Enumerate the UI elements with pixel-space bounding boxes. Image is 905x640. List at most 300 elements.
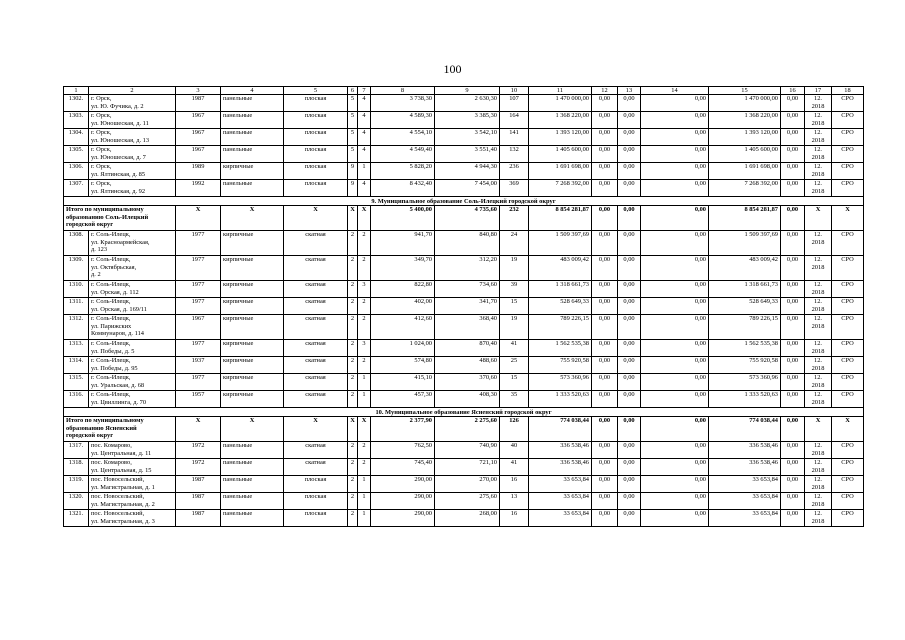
row-number: 1307. bbox=[64, 180, 89, 197]
budget-value: 0,00 bbox=[641, 510, 709, 527]
table-row bbox=[64, 180, 864, 197]
residents-count: 15 bbox=[500, 374, 529, 391]
budget-value: 0,00 bbox=[641, 112, 709, 129]
repair-method: СРО bbox=[832, 256, 864, 281]
column-number: 11 bbox=[529, 87, 592, 95]
budget-value: 0,00 bbox=[641, 357, 709, 374]
repair-cost: 33 653,84 bbox=[529, 510, 592, 527]
living-area: 368,40 bbox=[435, 315, 500, 340]
living-area: 408,30 bbox=[435, 391, 500, 408]
wall-material: кирпичные bbox=[221, 298, 284, 315]
owners-fund-value: 33 653,84 bbox=[709, 493, 781, 510]
repair-cost: 336 538,46 bbox=[529, 459, 592, 476]
roof-type: плоская bbox=[284, 163, 348, 180]
roof-type: скатная bbox=[284, 298, 348, 315]
living-area: 870,40 bbox=[435, 340, 500, 357]
budget-value: 0,00 bbox=[781, 493, 805, 510]
table-row bbox=[64, 298, 864, 315]
roof-type: скатная bbox=[284, 374, 348, 391]
address: г. Соль-Илецк, ул. Орская, д. 169/11 bbox=[89, 298, 176, 315]
owners-fund-value: 528 649,33 bbox=[709, 298, 781, 315]
repair-cost: 1 470 000,00 bbox=[529, 95, 592, 112]
total-area: 822,80 bbox=[371, 281, 435, 298]
repair-cost: 33 653,84 bbox=[529, 476, 592, 493]
total-x: X bbox=[805, 206, 832, 231]
roof-type: плоская bbox=[284, 146, 348, 163]
column-number: 5 bbox=[284, 87, 348, 95]
repair-method: СРО bbox=[832, 315, 864, 340]
repair-cost: 573 360,96 bbox=[529, 374, 592, 391]
roof-type: плоская bbox=[284, 95, 348, 112]
year-built: 1957 bbox=[176, 391, 221, 408]
total-area: 290,00 bbox=[371, 476, 435, 493]
residents-count: 164 bbox=[500, 112, 529, 129]
budget-value: 0,00 bbox=[641, 231, 709, 256]
budget-value: 0,00 bbox=[618, 374, 641, 391]
repair-method: СРО bbox=[832, 493, 864, 510]
row-number: 1319. bbox=[64, 476, 89, 493]
completion-date: 12. 2018 bbox=[805, 298, 832, 315]
address: г. Орск, ул. Юношеская, д. 11 bbox=[89, 112, 176, 129]
roof-type: скатная bbox=[284, 357, 348, 374]
repair-method: СРО bbox=[832, 163, 864, 180]
total-value: 0,00 bbox=[781, 417, 805, 442]
repair-cost: 755 920,58 bbox=[529, 357, 592, 374]
year-built: 1977 bbox=[176, 298, 221, 315]
budget-value: 0,00 bbox=[592, 231, 618, 256]
address: г. Соль-Илецк, ул. Победы, д. 95 bbox=[89, 357, 176, 374]
owners-fund-value: 789 226,15 bbox=[709, 315, 781, 340]
total-area: 457,30 bbox=[371, 391, 435, 408]
budget-value: 0,00 bbox=[641, 442, 709, 459]
row-number: 1317. bbox=[64, 442, 89, 459]
roof-type: плоская bbox=[284, 180, 348, 197]
budget-value: 0,00 bbox=[641, 374, 709, 391]
roof-type: плоская bbox=[284, 510, 348, 527]
completion-date: 12. 2018 bbox=[805, 281, 832, 298]
year-built: 1987 bbox=[176, 510, 221, 527]
budget-value: 0,00 bbox=[641, 476, 709, 493]
address: пос. Новосельский, ул. Магистральная, д. 3 bbox=[89, 510, 176, 527]
total-value: 0,00 bbox=[618, 417, 641, 442]
total-x: X bbox=[284, 206, 348, 231]
living-area: 740,90 bbox=[435, 442, 500, 459]
completion-date: 12. 2018 bbox=[805, 442, 832, 459]
owners-fund-value: 1 562 535,38 bbox=[709, 340, 781, 357]
residents-count: 16 bbox=[500, 476, 529, 493]
budget-value: 0,00 bbox=[592, 493, 618, 510]
budget-value: 0,00 bbox=[781, 510, 805, 527]
owners-fund-value: 483 009,42 bbox=[709, 256, 781, 281]
entrances-count: 2 bbox=[358, 442, 371, 459]
wall-material: панельные bbox=[221, 493, 284, 510]
address: г. Орск, ул. Юношеская, д. 13 bbox=[89, 129, 176, 146]
repair-method: СРО bbox=[832, 510, 864, 527]
wall-material: кирпичные bbox=[221, 315, 284, 340]
budget-value: 0,00 bbox=[592, 95, 618, 112]
entrances-count: 4 bbox=[358, 129, 371, 146]
budget-value: 0,00 bbox=[618, 281, 641, 298]
repair-method: СРО bbox=[832, 95, 864, 112]
budget-value: 0,00 bbox=[641, 298, 709, 315]
budget-value: 0,00 bbox=[781, 459, 805, 476]
repair-method: СРО bbox=[832, 146, 864, 163]
entrances-count: 1 bbox=[358, 163, 371, 180]
column-number: 16 bbox=[781, 87, 805, 95]
total-x: X bbox=[348, 206, 358, 231]
roof-type: плоская bbox=[284, 476, 348, 493]
year-built: 1992 bbox=[176, 180, 221, 197]
yasny-rows bbox=[64, 442, 864, 527]
budget-value: 0,00 bbox=[781, 340, 805, 357]
repair-method: СРО bbox=[832, 281, 864, 298]
completion-date: 12. 2018 bbox=[805, 256, 832, 281]
budget-value: 0,00 bbox=[641, 391, 709, 408]
repair-method: СРО bbox=[832, 442, 864, 459]
year-built: 1977 bbox=[176, 374, 221, 391]
column-number: 9 bbox=[435, 87, 500, 95]
entrances-count: 4 bbox=[358, 146, 371, 163]
section-heading: 10. Муниципальное образование Ясненский городской округ bbox=[64, 408, 864, 417]
table-row bbox=[64, 129, 864, 146]
repair-method: СРО bbox=[832, 298, 864, 315]
address: пос. Комарово, ул. Центральная, д. 15 bbox=[89, 459, 176, 476]
owners-fund-value: 1 405 600,00 bbox=[709, 146, 781, 163]
floors-count: 2 bbox=[348, 298, 358, 315]
total-cost-fund: 8 854 281,87 bbox=[709, 206, 781, 231]
total-cost: 8 854 281,87 bbox=[529, 206, 592, 231]
total-area: 3 738,30 bbox=[371, 95, 435, 112]
total-area: 574,80 bbox=[371, 357, 435, 374]
total-area: 4 554,10 bbox=[371, 129, 435, 146]
completion-date: 12. 2018 bbox=[805, 374, 832, 391]
table-row bbox=[64, 281, 864, 298]
column-number: 17 bbox=[805, 87, 832, 95]
completion-date: 12. 2018 bbox=[805, 315, 832, 340]
repair-method: СРО bbox=[832, 357, 864, 374]
budget-value: 0,00 bbox=[618, 180, 641, 197]
floors-count: 5 bbox=[348, 112, 358, 129]
row-number: 1309. bbox=[64, 256, 89, 281]
living-area: 312,20 bbox=[435, 256, 500, 281]
total-living-area: 2 275,60 bbox=[435, 417, 500, 442]
total-label: Итого по муниципальному образованию Соль-Илецкий городской округ bbox=[64, 206, 176, 231]
living-area: 3 385,30 bbox=[435, 112, 500, 129]
wall-material: панельные bbox=[221, 442, 284, 459]
completion-date: 12. 2018 bbox=[805, 391, 832, 408]
owners-fund-value: 33 653,84 bbox=[709, 510, 781, 527]
year-built: 1977 bbox=[176, 231, 221, 256]
repair-cost: 1 509 397,69 bbox=[529, 231, 592, 256]
address: г. Соль-Илецк, ул. Красноармейская, д. 123 bbox=[89, 231, 176, 256]
row-number: 1304. bbox=[64, 129, 89, 146]
total-area: 402,00 bbox=[371, 298, 435, 315]
repair-cost: 1 562 535,38 bbox=[529, 340, 592, 357]
budget-value: 0,00 bbox=[618, 112, 641, 129]
living-area: 734,60 bbox=[435, 281, 500, 298]
completion-date: 12. 2018 bbox=[805, 459, 832, 476]
residents-count: 24 bbox=[500, 231, 529, 256]
row-number: 1310. bbox=[64, 281, 89, 298]
wall-material: кирпичные bbox=[221, 163, 284, 180]
budget-value: 0,00 bbox=[641, 493, 709, 510]
budget-value: 0,00 bbox=[781, 129, 805, 146]
year-built: 1987 bbox=[176, 95, 221, 112]
table-row bbox=[64, 340, 864, 357]
floors-count: 2 bbox=[348, 442, 358, 459]
owners-fund-value: 1 333 520,63 bbox=[709, 391, 781, 408]
residents-count: 39 bbox=[500, 281, 529, 298]
living-area: 3 542,10 bbox=[435, 129, 500, 146]
total-area: 8 432,40 bbox=[371, 180, 435, 197]
table-row bbox=[64, 493, 864, 510]
total-area: 4 549,40 bbox=[371, 146, 435, 163]
total-value: 0,00 bbox=[592, 417, 618, 442]
budget-value: 0,00 bbox=[618, 129, 641, 146]
entrances-count: 2 bbox=[358, 298, 371, 315]
floors-count: 5 bbox=[348, 129, 358, 146]
residents-count: 141 bbox=[500, 129, 529, 146]
residents-count: 236 bbox=[500, 163, 529, 180]
owners-fund-value: 573 360,96 bbox=[709, 374, 781, 391]
year-built: 1977 bbox=[176, 256, 221, 281]
budget-value: 0,00 bbox=[618, 256, 641, 281]
row-number: 1302. bbox=[64, 95, 89, 112]
budget-value: 0,00 bbox=[641, 315, 709, 340]
floors-count: 9 bbox=[348, 180, 358, 197]
repair-cost: 1 368 220,00 bbox=[529, 112, 592, 129]
budget-value: 0,00 bbox=[618, 459, 641, 476]
total-living-area: 4 735,60 bbox=[435, 206, 500, 231]
budget-value: 0,00 bbox=[618, 340, 641, 357]
address: г. Орск, ул. Юношеская, д. 7 bbox=[89, 146, 176, 163]
residents-count: 369 bbox=[500, 180, 529, 197]
year-built: 1987 bbox=[176, 493, 221, 510]
repair-method: СРО bbox=[832, 129, 864, 146]
budget-value: 0,00 bbox=[781, 298, 805, 315]
living-area: 270,00 bbox=[435, 476, 500, 493]
total-area: 762,50 bbox=[371, 442, 435, 459]
year-built: 1989 bbox=[176, 163, 221, 180]
budget-value: 0,00 bbox=[781, 357, 805, 374]
budget-value: 0,00 bbox=[781, 442, 805, 459]
section-heading: 9. Муниципальное образование Соль-Илецкий городской округ bbox=[64, 197, 864, 206]
owners-fund-value: 1 509 397,69 bbox=[709, 231, 781, 256]
budget-value: 0,00 bbox=[641, 281, 709, 298]
roof-type: плоская bbox=[284, 493, 348, 510]
row-number: 1316. bbox=[64, 391, 89, 408]
owners-fund-value: 755 920,58 bbox=[709, 357, 781, 374]
budget-value: 0,00 bbox=[592, 459, 618, 476]
repair-cost: 528 649,33 bbox=[529, 298, 592, 315]
column-number: 6 bbox=[348, 87, 358, 95]
budget-value: 0,00 bbox=[781, 315, 805, 340]
sol-iletsk-rows bbox=[64, 231, 864, 408]
total-value: 0,00 bbox=[641, 206, 709, 231]
budget-value: 0,00 bbox=[592, 510, 618, 527]
entrances-count: 1 bbox=[358, 391, 371, 408]
year-built: 1987 bbox=[176, 476, 221, 493]
column-number: 13 bbox=[618, 87, 641, 95]
repair-cost: 1 333 520,63 bbox=[529, 391, 592, 408]
budget-value: 0,00 bbox=[592, 442, 618, 459]
floors-count: 2 bbox=[348, 493, 358, 510]
budget-value: 0,00 bbox=[641, 129, 709, 146]
budget-value: 0,00 bbox=[781, 281, 805, 298]
budget-value: 0,00 bbox=[781, 95, 805, 112]
address: г. Соль-Илецк, ул. Цвиллинга, д. 70 bbox=[89, 391, 176, 408]
address: пос. Комарово, ул. Центральная, д. 11 bbox=[89, 442, 176, 459]
budget-value: 0,00 bbox=[592, 315, 618, 340]
budget-value: 0,00 bbox=[781, 112, 805, 129]
repair-method: СРО bbox=[832, 391, 864, 408]
completion-date: 12. 2018 bbox=[805, 163, 832, 180]
roof-type: скатная bbox=[284, 391, 348, 408]
wall-material: кирпичные bbox=[221, 340, 284, 357]
year-built: 1972 bbox=[176, 442, 221, 459]
floors-count: 5 bbox=[348, 146, 358, 163]
column-number: 18 bbox=[832, 87, 864, 95]
wall-material: кирпичные bbox=[221, 231, 284, 256]
residents-count: 132 bbox=[500, 146, 529, 163]
wall-material: панельные bbox=[221, 476, 284, 493]
column-number: 14 bbox=[641, 87, 709, 95]
table-row bbox=[64, 95, 864, 112]
total-x: X bbox=[284, 417, 348, 442]
total-cost: 774 038,44 bbox=[529, 417, 592, 442]
table-row bbox=[64, 315, 864, 340]
year-built: 1967 bbox=[176, 146, 221, 163]
total-x: X bbox=[358, 417, 371, 442]
row-number: 1313. bbox=[64, 340, 89, 357]
repair-cost: 7 268 392,00 bbox=[529, 180, 592, 197]
floors-count: 5 bbox=[348, 95, 358, 112]
completion-date: 12. 2018 bbox=[805, 95, 832, 112]
owners-fund-value: 336 538,46 bbox=[709, 459, 781, 476]
owners-fund-value: 1 691 698,00 bbox=[709, 163, 781, 180]
budget-value: 0,00 bbox=[592, 129, 618, 146]
budget-value: 0,00 bbox=[781, 180, 805, 197]
table-row bbox=[64, 256, 864, 281]
table-row bbox=[64, 163, 864, 180]
budget-value: 0,00 bbox=[781, 476, 805, 493]
living-area: 275,60 bbox=[435, 493, 500, 510]
living-area: 3 551,40 bbox=[435, 146, 500, 163]
residents-count: 15 bbox=[500, 298, 529, 315]
budget-value: 0,00 bbox=[618, 163, 641, 180]
total-area: 745,40 bbox=[371, 459, 435, 476]
wall-material: панельные bbox=[221, 180, 284, 197]
completion-date: 12. 2018 bbox=[805, 129, 832, 146]
table-row bbox=[64, 442, 864, 459]
living-area: 840,80 bbox=[435, 231, 500, 256]
budget-value: 0,00 bbox=[618, 231, 641, 256]
column-number: 2 bbox=[89, 87, 176, 95]
completion-date: 12. 2018 bbox=[805, 340, 832, 357]
entrances-count: 1 bbox=[358, 493, 371, 510]
page-number: 100 bbox=[443, 62, 462, 76]
row-number: 1320. bbox=[64, 493, 89, 510]
floors-count: 2 bbox=[348, 391, 358, 408]
budget-value: 0,00 bbox=[641, 340, 709, 357]
address: г. Соль-Илецк, ул. Победы, д. 5 bbox=[89, 340, 176, 357]
total-value: 0,00 bbox=[641, 417, 709, 442]
column-number-row bbox=[64, 87, 864, 95]
address: г. Соль-Илецк, ул. Октябрьская, д. 2 bbox=[89, 256, 176, 281]
repair-method: СРО bbox=[832, 340, 864, 357]
table-row bbox=[64, 231, 864, 256]
year-built: 1967 bbox=[176, 112, 221, 129]
entrances-count: 4 bbox=[358, 95, 371, 112]
budget-value: 0,00 bbox=[781, 374, 805, 391]
roof-type: скатная bbox=[284, 256, 348, 281]
entrances-count: 4 bbox=[358, 180, 371, 197]
wall-material: панельные bbox=[221, 459, 284, 476]
owners-fund-value: 1 318 661,73 bbox=[709, 281, 781, 298]
year-built: 1977 bbox=[176, 281, 221, 298]
wall-material: панельные bbox=[221, 112, 284, 129]
total-area: 415,10 bbox=[371, 374, 435, 391]
column-number: 3 bbox=[176, 87, 221, 95]
budget-value: 0,00 bbox=[618, 315, 641, 340]
completion-date: 12. 2018 bbox=[805, 357, 832, 374]
roof-type: скатная bbox=[284, 459, 348, 476]
row-number: 1321. bbox=[64, 510, 89, 527]
wall-material: кирпичные bbox=[221, 391, 284, 408]
budget-value: 0,00 bbox=[592, 374, 618, 391]
budget-value: 0,00 bbox=[618, 95, 641, 112]
column-number: 1 bbox=[64, 87, 89, 95]
total-x: X bbox=[358, 206, 371, 231]
living-area: 488,60 bbox=[435, 357, 500, 374]
floors-count: 2 bbox=[348, 476, 358, 493]
budget-value: 0,00 bbox=[592, 391, 618, 408]
total-value: 0,00 bbox=[781, 206, 805, 231]
row-number: 1312. bbox=[64, 315, 89, 340]
budget-value: 0,00 bbox=[641, 163, 709, 180]
completion-date: 12. 2018 bbox=[805, 146, 832, 163]
column-number: 8 bbox=[371, 87, 435, 95]
residents-count: 41 bbox=[500, 459, 529, 476]
entrances-count: 3 bbox=[358, 281, 371, 298]
floors-count: 2 bbox=[348, 256, 358, 281]
total-row bbox=[64, 206, 864, 231]
budget-value: 0,00 bbox=[781, 256, 805, 281]
roof-type: скатная bbox=[284, 340, 348, 357]
total-cost-fund: 774 038,44 bbox=[709, 417, 781, 442]
column-number: 7 bbox=[358, 87, 371, 95]
completion-date: 12. 2018 bbox=[805, 476, 832, 493]
column-number: 12 bbox=[592, 87, 618, 95]
section-heading-row bbox=[64, 197, 864, 206]
wall-material: кирпичные bbox=[221, 281, 284, 298]
repair-cost: 1 393 120,00 bbox=[529, 129, 592, 146]
living-area: 341,70 bbox=[435, 298, 500, 315]
repair-cost: 483 009,42 bbox=[529, 256, 592, 281]
total-area: 5 400,00 bbox=[371, 206, 435, 231]
housing-register-table bbox=[63, 86, 864, 527]
repair-cost: 1 691 698,00 bbox=[529, 163, 592, 180]
entrances-count: 2 bbox=[358, 231, 371, 256]
address: пос. Новосельский, ул. Магистральная, д. 1 bbox=[89, 476, 176, 493]
total-area: 5 828,20 bbox=[371, 163, 435, 180]
budget-value: 0,00 bbox=[618, 442, 641, 459]
budget-value: 0,00 bbox=[618, 146, 641, 163]
entrances-count: 2 bbox=[358, 459, 371, 476]
column-number: 15 bbox=[709, 87, 781, 95]
total-area: 412,60 bbox=[371, 315, 435, 340]
wall-material: панельные bbox=[221, 510, 284, 527]
